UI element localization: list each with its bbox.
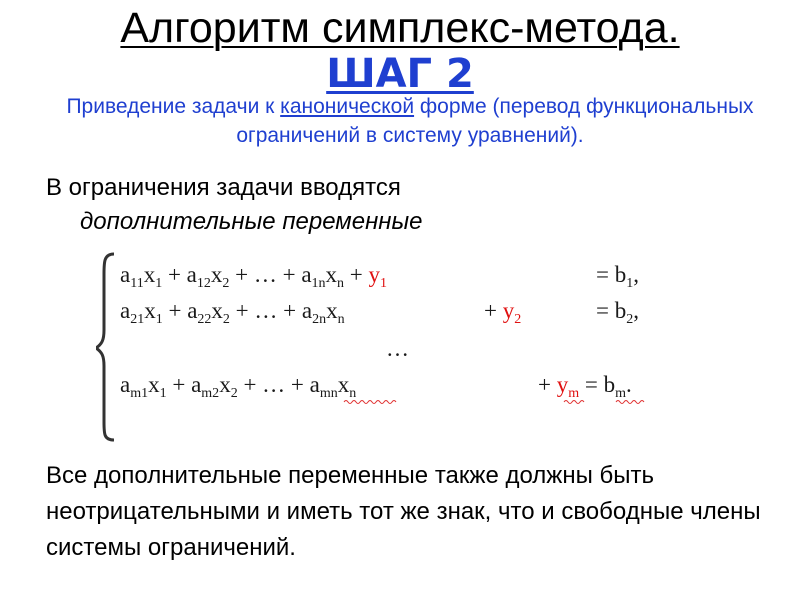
equation-row-1: $a_{11}x_1 + a_{12}x_2$ + … + $a_{1n}x_n + y_1$ xyxy=(120,262,388,291)
slide-title: Алгоритм симплекс-метода. xyxy=(120,4,680,52)
equation-system-image xyxy=(96,252,696,442)
equation-row-2-rhs: = $b_2$, xyxy=(596,298,639,327)
equation-dots: … xyxy=(386,336,409,361)
spellcheck-underline-icon xyxy=(564,401,584,404)
intro-text-italic: дополнительные переменные xyxy=(80,208,423,235)
equation-row-m-slack: + $y_m = b_m$. xyxy=(538,372,632,401)
subtitle-part1: Приведение задачи к xyxy=(66,95,281,118)
subtitle-underlined-word: канонической xyxy=(280,95,415,118)
subtitle-part2: форме (перевод функциональных ограничений в систему уравнений). xyxy=(236,95,754,147)
curly-brace-icon xyxy=(96,254,114,440)
intro-text: В ограничения задачи вводятся xyxy=(46,174,401,201)
equation-row-m: $a_{m1}x_1 + a_{m2}x_2$ + … + $a_{mn}x_n$ xyxy=(120,372,357,401)
equation-row-2-slack: + $y_2$ xyxy=(484,298,522,327)
subtitle xyxy=(50,92,770,150)
equation-row-1-rhs: = $b_1$, xyxy=(596,262,639,291)
equation-row-2: $a_{21}x_1 + a_{22}x_2$ + … + $a_{2n}x_n$ xyxy=(120,298,345,327)
slide-title-step: ШАГ 2 xyxy=(326,51,474,97)
conclusion-text: Все дополнительные переменные также должны быть неотрицательными и иметь тот же знак, что и свободные члены системы ограничений. xyxy=(46,462,761,561)
